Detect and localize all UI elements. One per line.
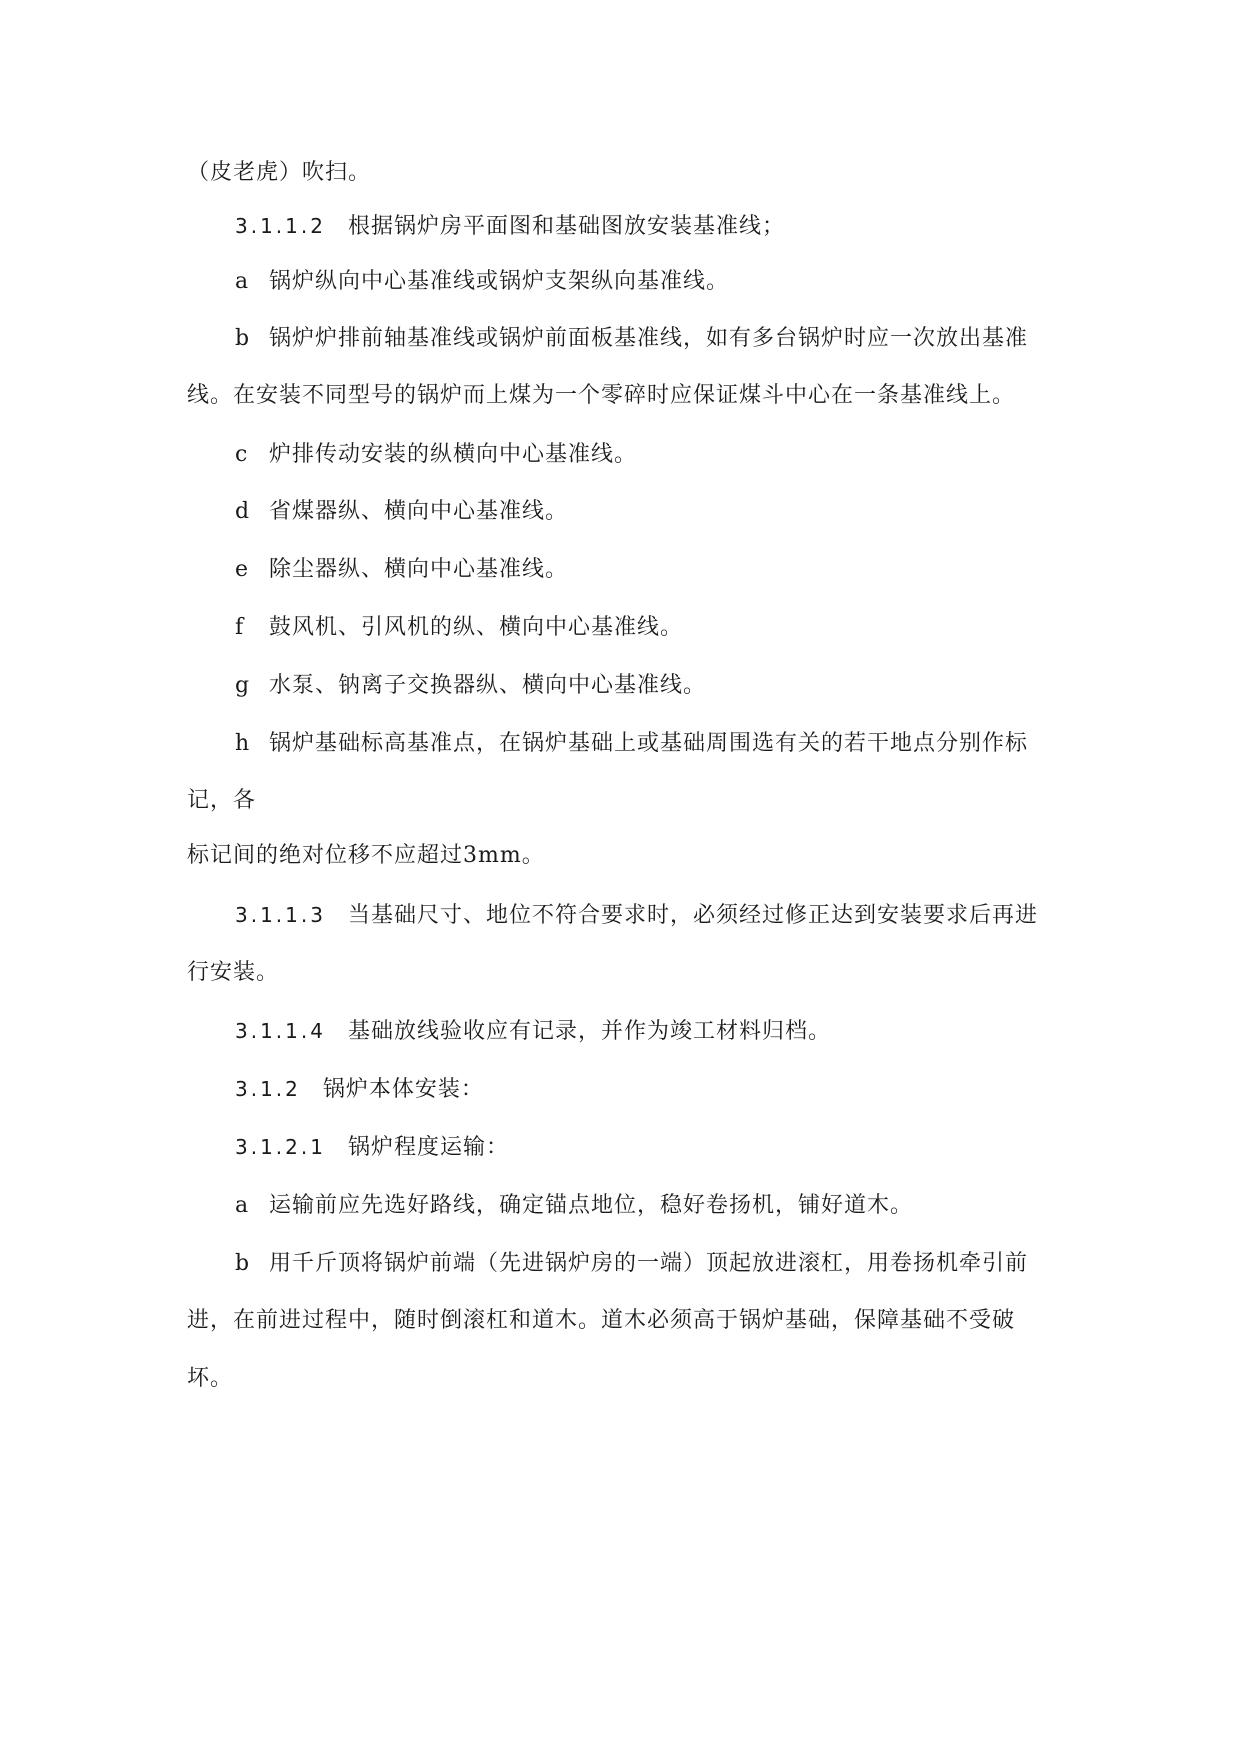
list-marker: g — [235, 673, 251, 698]
line-text: 坏。 — [187, 1366, 234, 1391]
list-item-c — [235, 440, 637, 470]
paragraph-line — [187, 786, 256, 816]
section-text: 基础放线验收应有记录，并作为竣工材料归档。 — [347, 1019, 831, 1044]
list-item-b — [235, 1249, 1028, 1279]
section-number: 3.1.2.1 — [235, 1135, 326, 1159]
line-text: 记，各 — [187, 788, 257, 813]
list-item-a — [235, 267, 729, 297]
section-heading-3-1-1-4 — [235, 1016, 831, 1047]
list-text: 锅炉炉排前轴基准线或锅炉前面板基准线，如有多台锅炉时应一次放出基准 — [269, 326, 1029, 351]
paragraph-line — [187, 158, 371, 188]
list-marker: d — [235, 499, 251, 524]
list-marker: f — [235, 615, 245, 640]
line-text: 标记间的绝对位移不应超过3mm。 — [187, 843, 545, 868]
list-marker: b — [235, 1251, 251, 1276]
list-text: 水泵、钠离子交换器纵、横向中心基准线。 — [269, 673, 707, 698]
list-item-e — [235, 555, 568, 585]
paragraph-line — [187, 381, 1015, 411]
list-item-h — [235, 729, 1028, 759]
line-text: （皮老虎）吹扫。 — [187, 160, 372, 185]
list-item-f — [235, 613, 683, 643]
section-number: 3.1.1.4 — [235, 1019, 326, 1043]
line-text: 线。在安装不同型号的锅炉而上煤为一个零碎时应保证煤斗中心在一条基准线上。 — [187, 383, 1016, 408]
list-text: 用千斤顶将锅炉前端（先进锅炉房的一端）顶起放进滚杠，用卷扬机牵引前 — [269, 1251, 1029, 1276]
paragraph-line — [187, 958, 279, 988]
list-marker: a — [235, 1193, 250, 1218]
paragraph-line — [187, 1364, 233, 1394]
list-item-a — [235, 1191, 913, 1221]
section-text: 根据锅炉房平面图和基础图放安装基准线； — [347, 214, 785, 239]
section-heading-3-1-1-2 — [235, 211, 785, 242]
section-number: 3.1.2 — [235, 1077, 301, 1101]
line-text: 进，在前进过程中，随时倒滚杠和道木。道木必须高于锅炉基础，保障基础不受破 — [187, 1308, 1016, 1333]
line-text: 行安装。 — [187, 960, 280, 985]
list-text: 除尘器纵、横向中心基准线。 — [269, 557, 569, 582]
list-marker: h — [235, 731, 251, 756]
list-item-b — [235, 324, 1028, 354]
section-heading-3-1-1-3 — [235, 900, 1038, 931]
list-text: 锅炉纵向中心基准线或锅炉支架纵向基准线。 — [269, 269, 730, 294]
list-marker: b — [235, 326, 251, 351]
section-heading-3-1-2 — [235, 1074, 484, 1105]
list-item-d — [235, 497, 568, 527]
list-marker: e — [235, 557, 250, 582]
section-text: 锅炉本体安装： — [322, 1077, 484, 1102]
list-marker: c — [235, 442, 249, 467]
list-marker: a — [235, 269, 250, 294]
section-number: 3.1.1.3 — [235, 903, 326, 927]
list-text: 运输前应先选好路线，确定锚点地位，稳好卷扬机，铺好道木。 — [269, 1193, 914, 1218]
section-number: 3.1.1.2 — [235, 214, 326, 238]
list-text: 省煤器纵、横向中心基准线。 — [269, 499, 569, 524]
section-heading-3-1-2-1 — [235, 1132, 509, 1163]
list-text: 炉排传动安装的纵横向中心基准线。 — [269, 442, 638, 467]
list-item-g — [235, 671, 706, 701]
section-text: 当基础尺寸、地位不符合要求时，必须经过修正达到安装要求后再进 — [347, 903, 1038, 928]
paragraph-line — [187, 841, 545, 871]
list-text: 鼓风机、引风机的纵、横向中心基准线。 — [269, 615, 684, 640]
paragraph-line — [187, 1306, 1015, 1336]
section-text: 锅炉程度运输： — [347, 1135, 509, 1160]
list-text: 锅炉基础标高基准点，在锅炉基础上或基础周围选有关的若干地点分别作标 — [269, 731, 1029, 756]
